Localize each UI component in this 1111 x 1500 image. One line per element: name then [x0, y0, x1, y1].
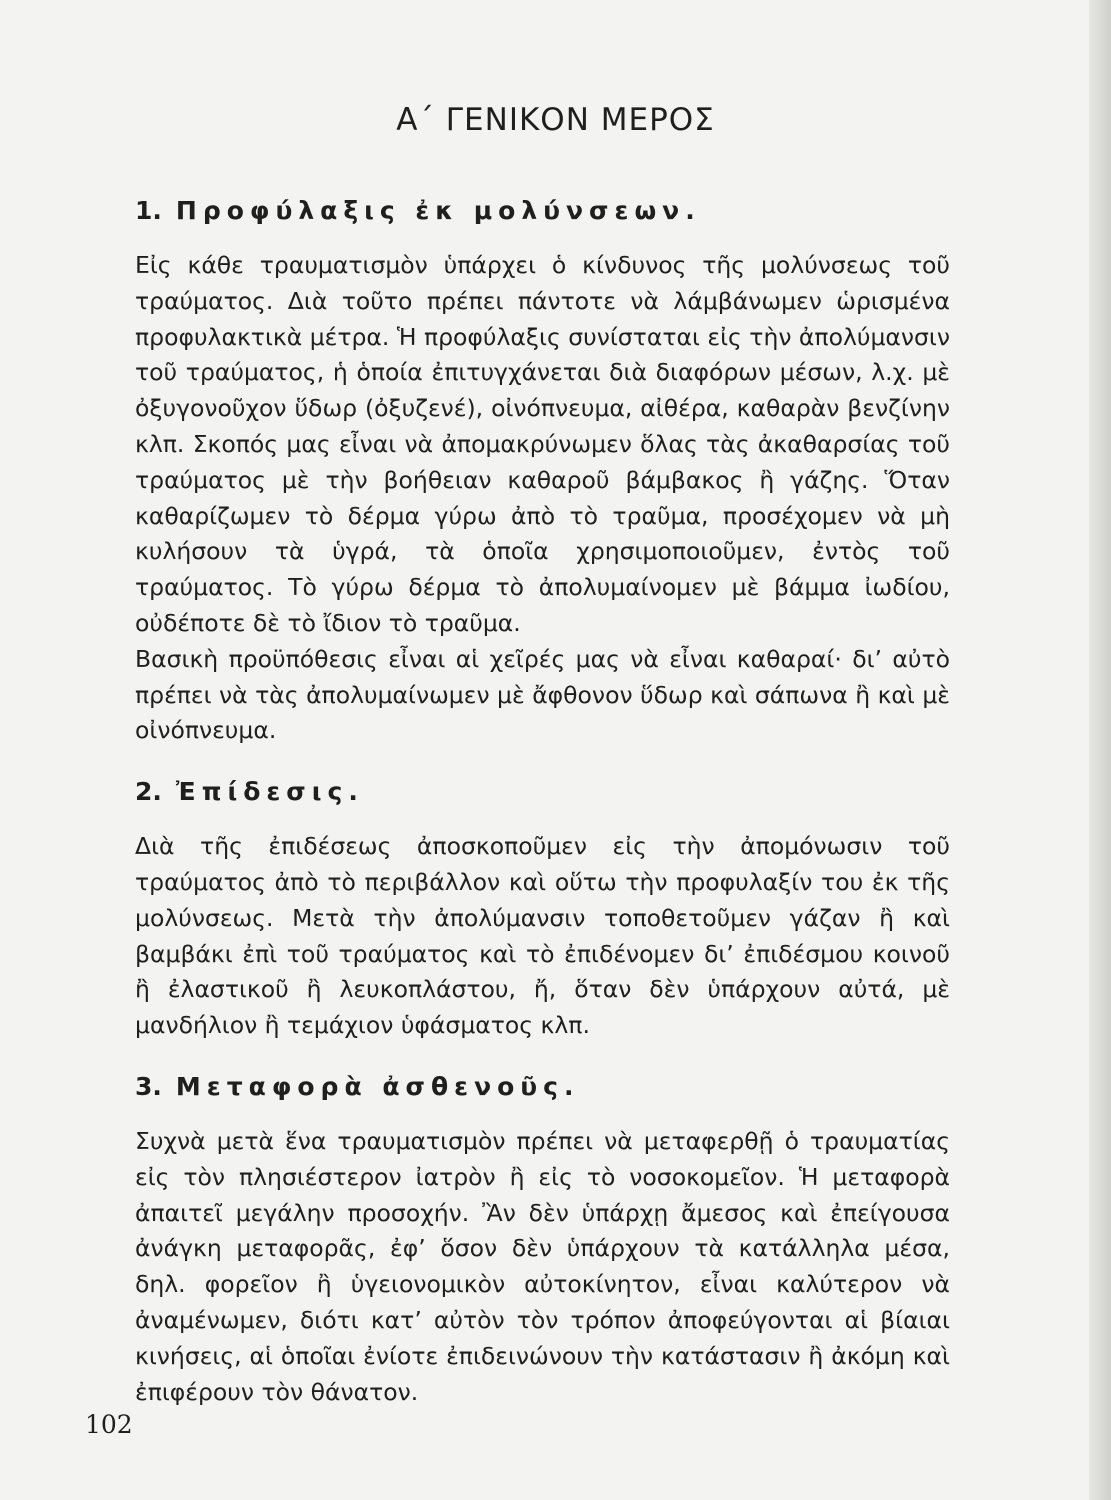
section-heading-bandaging	[135, 767, 950, 817]
section-heading-prevention	[135, 186, 950, 236]
section-title: Προφύλαξις ἐκ μολύνσεων.	[175, 196, 701, 225]
section-number: 3.	[135, 1071, 162, 1101]
section-title: Μεταφορὰ ἀσθενοῦς.	[175, 1071, 580, 1101]
section-number: 1.	[135, 196, 162, 225]
page-title: Α΄ ΓΕΝΙΚΟΝ ΜΕΡΟΣ	[396, 102, 715, 138]
paragraph: Εἰς κάθε τραυματισμὸν ὑπάρχει ὁ κίνδυνος τῆς μολύνσεως τοῦ τραύματος. Διὰ τοῦτο πρέπει πάντοτε νὰ λάμβάνωμεν ὡρισμένα προφυλακτικὰ μέτρα. Ἡ προφύλαξις συνίσταται εἰς τὴν ἀπολύμανσιν τοῦ τραύματος, ἡ ὁποία ἐπιτυγχάνεται διὰ διαφόρων μέσων, λ.χ. μὲ ὀξυγονοῦχον ὕδωρ (ὀξυζενέ), οἰνόπνευμα, αἰθέρα, καθαρὰν βενζίνην κλπ. Σκοπός μας εἶναι νὰ ἀπομακρύνωμεν ὅλας τὰς ἀκαθαρσίας τοῦ τραύματος μὲ τὴν βοήθειαν καθαροῦ βάμβακος ἢ γάζης. Ὅταν καθαρίζωμεν τὸ δέρμα γύρω ἀπὸ τὸ τραῦμα, προσέχομεν νὰ μὴ κυλήσουν τὰ ὑγρά, τὰ ὁποῖα χρησιμοποιοῦμεν, ἐντὸς τοῦ τραύματος. Τὸ γύρω δέρμα τὸ ἀπολυμαίνομεν μὲ βάμμα ἰωδίου, οὐδέποτε δὲ τὸ ἴδιον τὸ τραῦμα.	[135, 251, 950, 637]
paragraph: Συχνὰ μετὰ ἕνα τραυματισμὸν πρέπει νὰ μεταφερθῇ ὁ τραυματίας εἰς τὸν πλησιέστερον ἰατρὸν ἢ εἰς τὸ νοσοκομεῖον. Ἡ μεταφορὰ ἀπαιτεῖ μεγάλην προσοχήν. Ἂν δὲν ὑπάρχῃ ἄμεσος καὶ ἐπείγουσα ἀνάγκη μεταφορᾶς, ἐφ’ ὅσον δὲν ὑπάρχουν τὰ κατάλληλα μέσα, δηλ. φορεῖον ἢ ὑγειονομικὸν αὐτοκίνητον, εἶναι καλύτερον νὰ ἀναμένωμεν, διότι κατ’ αὐτὸν τὸν τρόπον ἀποφεύγονται αἱ βίαιαι κινήσεις, αἱ ὁποῖαι ἐνίοτε ἐπιδεινώνουν τὴν κατάστασιν ἢ ἀκόμη καὶ ἐπιφέρουν τὸν θάνατον.	[135, 1126, 950, 1406]
paragraph: Διὰ τῆς ἐπιδέσεως ἀποσκοποῦμεν εἰς τὴν ἀπομόνωσιν τοῦ τραύματος ἀπὸ τὸ περιβάλλον καὶ οὕτω τὴν προφυλαξίν του ἐκ τῆς μολύνσεως. Μετὰ τὴν ἀπολύμανσιν τοποθετοῦμεν γάζαν ἢ καὶ βαμβάκι ἐπὶ τοῦ τραύματος καὶ τὸ ἐπιδένομεν δι’ ἐπιδέσμου κοινοῦ ἢ ἐλαστικοῦ ἢ λευκοπλάστου, ἤ, ὅταν δὲν ὑπάρχουν αὐτά, μὲ μανδήλιον ἢ τεμάχιον ὑφάσματος κλπ.	[135, 832, 950, 1040]
section-heading-transport	[135, 1062, 950, 1112]
paragraph: Βασικὴ προϋπόθεσις εἶναι αἱ χεῖρές μας νὰ εἶναι καθαραί· δι’ αὐτὸ πρέπει νὰ τὰς ἀπολυμαίνωμεν μὲ ἄφθονον ὕδωρ καὶ σάπωνα ἢ καὶ μὲ οἰνόπνευμα.	[135, 644, 950, 745]
section-title: Ἐπίδεσις.	[175, 777, 364, 807]
section-number: 2.	[135, 777, 162, 807]
page-edge-shadow	[1089, 0, 1111, 1500]
page-number: 102	[85, 1410, 133, 1439]
page-body	[135, 186, 950, 1410]
